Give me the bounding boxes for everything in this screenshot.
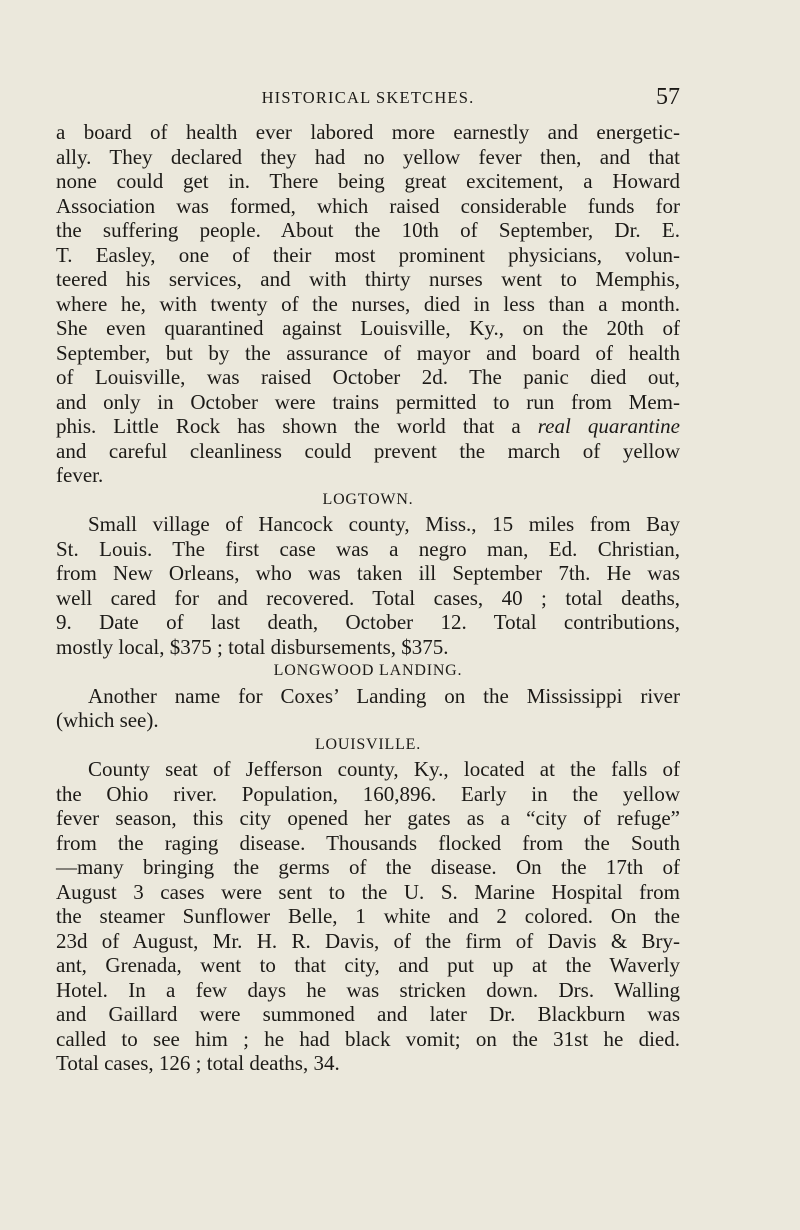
text-line: Association was formed, which raised considerable funds for	[56, 193, 680, 218]
text-line: where he, with twenty of the nurses, died in less than a month.	[56, 291, 680, 316]
text-line: a board of health ever labored more earnestly and energetic-	[56, 120, 680, 144]
text-line: and Gaillard were summoned and later Dr. Blackburn was	[56, 1002, 680, 1026]
text-line: ally. They declared they had no yellow fever then, and that	[56, 144, 680, 169]
text-line: the suffering people. About the 10th of September, Dr. E.	[56, 218, 680, 242]
text-line: September, but by the assurance of mayor and board of health	[56, 340, 680, 365]
text-line: fever.	[56, 463, 104, 487]
text-line: well cared for and recovered. Total cases, 40 ; total deaths,	[56, 585, 680, 610]
running-header	[56, 86, 680, 110]
text-line: Another name for Coxes’ Landing on the Mississippi river	[88, 683, 680, 708]
body-text	[56, 120, 680, 1076]
text-line: none could get in. There being great excitement, a Howard	[56, 169, 680, 193]
text-line: County seat of Jefferson county, Ky., located at the falls of	[88, 757, 680, 781]
text-line: She even quarantined against Louisville, Ky., on the 20th of	[56, 316, 680, 340]
text-line: fever season, this city opened her gates as a “city of refuge”	[56, 806, 680, 830]
text-line: St. Louis. The first case was a negro man, Ed. Christian,	[56, 536, 680, 561]
section-heading: LONGWOOD LANDING.	[273, 662, 463, 679]
text-line: 23d of August, Mr. H. R. Davis, of the firm of Davis & Bry-	[56, 928, 680, 953]
text-line: T. Easley, one of their most prominent physicians, volun-	[56, 242, 680, 267]
text-line	[56, 414, 680, 439]
text-line: the Ohio river. Population, 160,896. Early in the yellow	[56, 781, 680, 806]
text-line: 9. Date of last death, October 12. Total contributions,	[56, 610, 680, 634]
text-line: called to see him ; he had black vomit; on the 31st he died.	[56, 1026, 680, 1051]
text-line: mostly local, $375 ; total disbursements, $375.	[56, 634, 449, 659]
text-line: from New Orleans, who was taken ill September 7th. He was	[56, 561, 680, 585]
section-heading: LOGTOWN.	[322, 490, 414, 508]
text-line: ant, Grenada, went to that city, and put up at the Waverly	[56, 953, 680, 977]
page-number: 57	[656, 84, 680, 110]
text-line: Hotel. In a few days he was stricken down. Drs. Walling	[56, 977, 680, 1002]
text-line: Small village of Hancock county, Miss., 15 miles from Bay	[88, 512, 680, 536]
text-line: teered his services, and with thirty nurses went to Memphis,	[56, 267, 680, 291]
text-line: the steamer Sunflower Belle, 1 white and 2 colored. On the	[56, 904, 680, 928]
text-line: Total cases, 126 ; total deaths, 34.	[56, 1051, 340, 1075]
text-line: —many bringing the germs of the disease. On the 17th of	[56, 855, 680, 879]
running-title: HISTORICAL SKETCHES.	[261, 88, 475, 107]
text-line-italic: real quarantine	[537, 414, 680, 438]
text-line: August 3 cases were sent to the U. S. Marine Hospital from	[56, 879, 680, 904]
text-line: (which see).	[56, 708, 159, 732]
text-line: and careful cleanliness could prevent the march of yellow	[56, 438, 680, 463]
section-heading: LOUISVILLE.	[314, 735, 422, 753]
text-line: and only in October were trains permitted to run from Mem-	[56, 389, 680, 414]
text-line-roman: phis. Little Rock has shown the world that a	[56, 414, 521, 438]
text-line: of Louisville, was raised October 2d. The panic died out,	[56, 365, 680, 389]
text-line: from the raging disease. Thousands flocked from the South	[56, 830, 680, 855]
